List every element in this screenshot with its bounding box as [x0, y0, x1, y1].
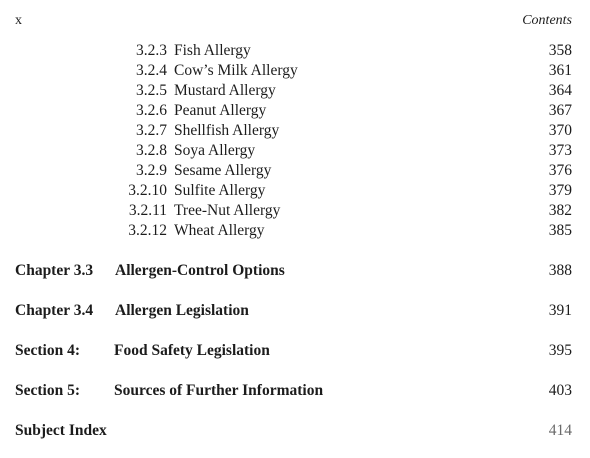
toc-chapter-row[interactable] [0, 301, 590, 321]
section-title: Food Safety Legislation [114, 342, 270, 359]
chapter-title: Allergen Legislation [115, 302, 249, 319]
subsection-number: 3.2.7 [136, 122, 167, 139]
toc-section-row[interactable] [0, 381, 590, 401]
toc-subsection-row[interactable] [0, 61, 590, 81]
page-reference: 414 [548, 422, 572, 439]
subsection-number: 3.2.10 [128, 182, 167, 199]
subsection-title: Sesame Allergy [174, 162, 272, 179]
toc-subsection-row[interactable] [0, 81, 590, 101]
page-reference: 379 [548, 182, 572, 199]
subsection-title: Shellfish Allergy [174, 122, 280, 139]
toc-subsection-row[interactable] [0, 161, 590, 181]
subsection-number: 3.2.6 [136, 102, 167, 119]
subsection-title: Wheat Allergy [174, 222, 265, 239]
page-reference: 370 [548, 122, 572, 139]
subsection-title: Tree-Nut Allergy [174, 202, 281, 219]
page-reference: 364 [548, 82, 572, 99]
section-label: Section 5: [15, 382, 81, 399]
subsection-number: 3.2.3 [136, 42, 167, 59]
page-reference: 395 [548, 342, 572, 359]
chapter-title: Allergen-Control Options [115, 262, 285, 279]
index-title: Subject Index [15, 422, 107, 439]
toc-subsection-row[interactable] [0, 221, 590, 241]
toc-subsection-row[interactable] [0, 101, 590, 121]
toc-subsection-row[interactable] [0, 201, 590, 221]
toc-index-row[interactable] [0, 421, 590, 441]
running-title: Contents [522, 13, 572, 28]
running-head [15, 13, 572, 33]
page-reference: 358 [548, 42, 572, 59]
subsection-number: 3.2.11 [128, 202, 167, 219]
subsection-title: Soya Allergy [174, 142, 256, 159]
toc-subsection-row[interactable] [0, 121, 590, 141]
page-reference: 367 [548, 102, 572, 119]
page-reference: 403 [548, 382, 572, 399]
page-reference: 376 [548, 162, 572, 179]
subsection-title: Peanut Allergy [174, 102, 267, 119]
chapter-label: Chapter 3.4 [15, 302, 94, 319]
toc-chapter-row[interactable] [0, 261, 590, 281]
subsection-title: Fish Allergy [174, 42, 251, 59]
page-reference: 382 [548, 202, 572, 219]
subsection-number: 3.2.4 [136, 62, 167, 79]
section-title: Sources of Further Information [114, 382, 324, 399]
page-reference: 373 [548, 142, 572, 159]
page-reference: 388 [548, 262, 572, 279]
page-number: x [15, 13, 22, 28]
subsection-title: Sulfite Allergy [174, 182, 266, 199]
page-reference: 391 [548, 302, 572, 319]
subsection-number: 3.2.9 [136, 162, 167, 179]
toc-subsection-row[interactable] [0, 141, 590, 161]
subsection-number: 3.2.5 [136, 82, 167, 99]
chapter-label: Chapter 3.3 [15, 262, 94, 279]
subsection-title: Mustard Allergy [174, 82, 276, 99]
subsection-number: 3.2.12 [128, 222, 167, 239]
toc-subsection-row[interactable] [0, 181, 590, 201]
toc-section-row[interactable] [0, 341, 590, 361]
section-label: Section 4: [15, 342, 81, 359]
toc-subsection-row[interactable] [0, 41, 590, 61]
page-reference: 361 [548, 62, 572, 79]
page-reference: 385 [548, 222, 572, 239]
subsection-number: 3.2.8 [136, 142, 167, 159]
subsection-title: Cow’s Milk Allergy [174, 62, 298, 79]
